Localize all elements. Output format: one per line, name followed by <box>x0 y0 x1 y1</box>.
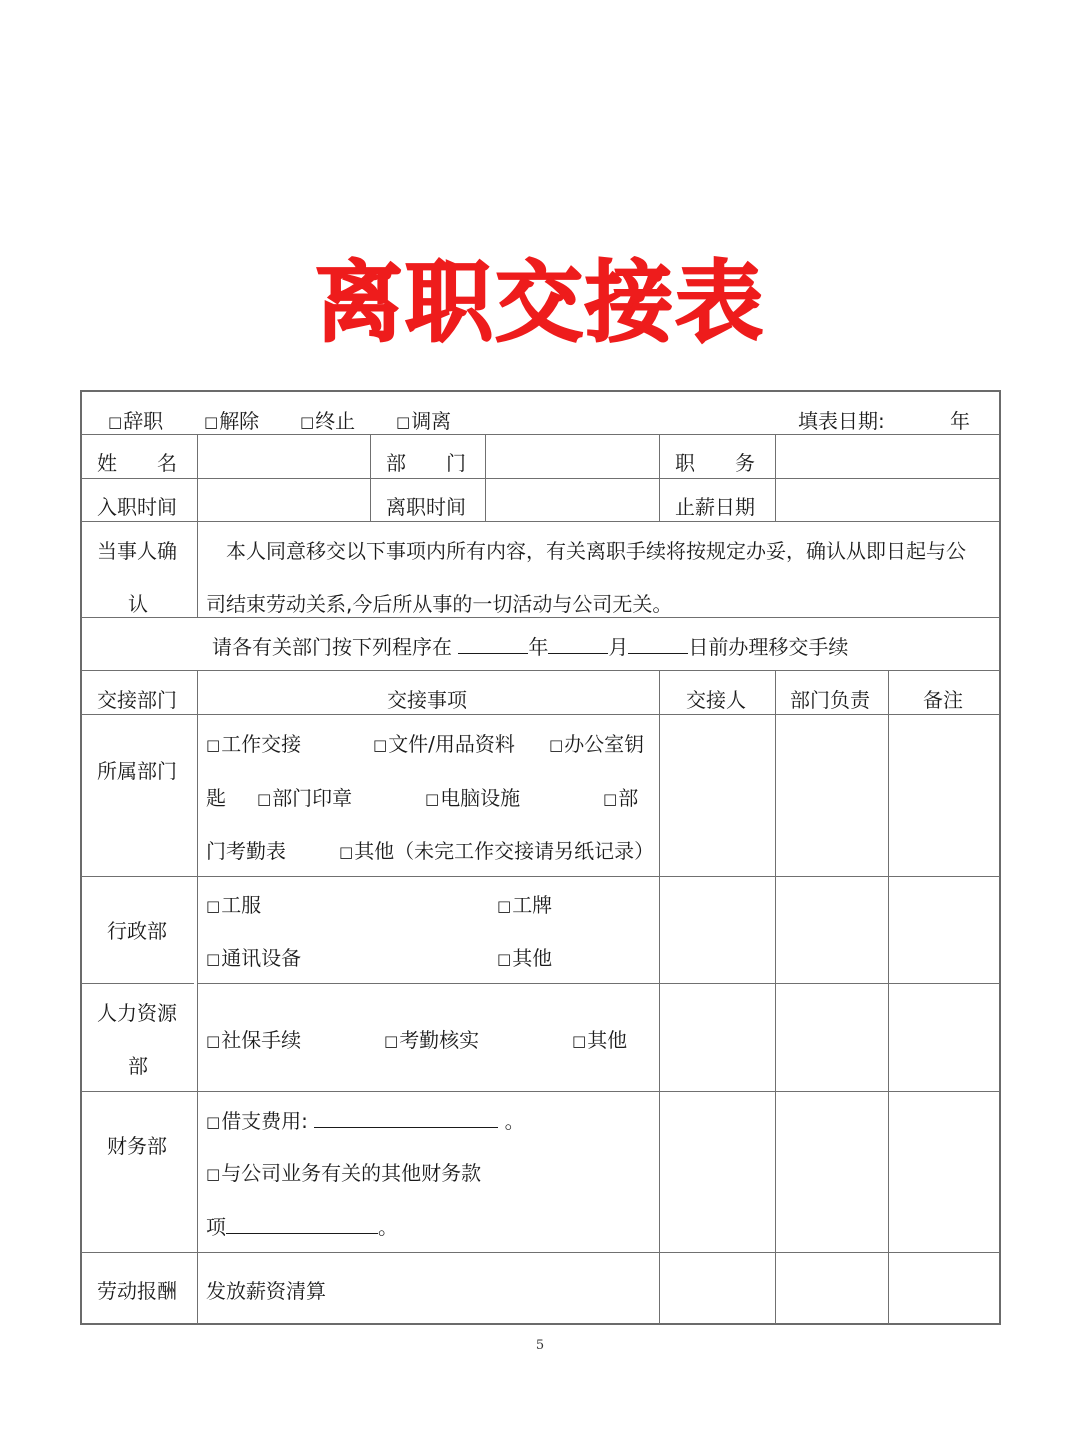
hr-item-other[interactable]: □其他 <box>572 1028 628 1052</box>
fill-date-label: 填表日期: <box>798 409 885 433</box>
confirm-label: 当事人确 <box>97 539 177 563</box>
own-item-attendance-cont: 门考勤表 <box>206 839 286 863</box>
col-header-remarks: 备注 <box>923 688 963 712</box>
own-item-attendance[interactable]: □部 <box>603 786 639 810</box>
col-divider <box>659 671 660 1324</box>
confirm-text: 本人同意移交以下事项内所有内容，有关离职手续将按规定办妥，确认从即日起与公 <box>226 539 966 563</box>
finance-item-advance[interactable]: □借支费用: 。 <box>206 1109 525 1133</box>
finance-item-other-payments-cont: 项 。 <box>206 1215 398 1239</box>
own-item-office-keys[interactable]: □办公室钥 <box>549 732 645 756</box>
own-item-documents[interactable]: □文件/用品资料 <box>373 732 515 756</box>
leave-date-label: 离职时间 <box>386 495 466 519</box>
type-option-resign[interactable]: □辞职 <box>108 409 164 433</box>
col-divider <box>659 435 660 521</box>
own-item-work-handover[interactable]: □工作交接 <box>206 732 302 756</box>
department-label: 部 门 <box>386 451 466 475</box>
col-divider <box>197 671 198 1324</box>
advance-amount-blank[interactable] <box>314 1107 498 1128</box>
name-label: 姓 名 <box>97 451 177 475</box>
row-divider <box>81 714 1000 715</box>
row-divider <box>197 983 1000 984</box>
own-item-office-keys-cont: 匙 <box>206 786 226 810</box>
row-divider <box>81 478 1000 479</box>
dept-labor-label: 劳动报酬 <box>97 1279 177 1303</box>
col-header-department: 交接部门 <box>97 688 177 712</box>
col-divider <box>775 435 776 521</box>
deadline-notice: 请各有关部门按下列程序在 年 月 日前办理移交手续 <box>212 635 849 659</box>
admin-item-comm-device[interactable]: □通讯设备 <box>206 946 302 970</box>
type-option-terminate[interactable]: □终止 <box>300 409 356 433</box>
admin-item-badge[interactable]: □工牌 <box>497 893 553 917</box>
col-header-items: 交接事项 <box>387 688 467 712</box>
col-header-dept-head: 部门负责 <box>790 688 870 712</box>
confirm-text-cont: 司结束劳动关系,今后所从事的一切活动与公司无关。 <box>206 592 673 616</box>
type-option-dismiss[interactable]: □解除 <box>204 409 260 433</box>
other-payments-blank[interactable] <box>226 1213 378 1234</box>
dept-admin-label: 行政部 <box>107 919 167 943</box>
own-item-other[interactable]: □其他（未完工作交接请另纸记录） <box>339 839 655 863</box>
pay-stop-date-label: 止薪日期 <box>675 495 755 519</box>
row-divider <box>81 670 1000 671</box>
row-divider <box>81 1091 1000 1092</box>
col-divider <box>888 671 889 1324</box>
col-header-handover-person: 交接人 <box>686 688 746 712</box>
col-divider <box>370 435 371 521</box>
dept-own-label: 所属部门 <box>97 759 177 783</box>
hire-date-label: 入职时间 <box>97 495 177 519</box>
type-option-transfer[interactable]: □调离 <box>396 409 452 433</box>
row-divider <box>81 617 1000 618</box>
dept-finance-label: 财务部 <box>107 1134 167 1158</box>
hr-item-attendance-check[interactable]: □考勤核实 <box>384 1028 480 1052</box>
row-divider <box>81 983 194 984</box>
form-title: 离职交接表 <box>314 251 765 354</box>
admin-item-uniform[interactable]: □工服 <box>206 893 262 917</box>
deadline-month-blank[interactable] <box>548 633 608 654</box>
position-label: 职 务 <box>675 451 755 475</box>
hr-item-social-security[interactable]: □社保手续 <box>206 1028 302 1052</box>
col-divider <box>485 435 486 521</box>
row-divider <box>81 521 1000 522</box>
page-number: 5 <box>535 1338 545 1353</box>
confirm-label-cont: 认 <box>128 592 148 616</box>
col-divider <box>775 671 776 1324</box>
admin-item-other[interactable]: □其他 <box>497 946 553 970</box>
labor-item-salary: 发放薪资清算 <box>206 1279 326 1303</box>
deadline-year-blank[interactable] <box>458 633 528 654</box>
own-item-computer[interactable]: □电脑设施 <box>425 786 521 810</box>
col-divider <box>197 435 198 521</box>
dept-hr-label: 人力资源 <box>97 1001 177 1025</box>
fill-date-year-label: 年 <box>950 409 970 433</box>
row-divider <box>81 1252 1000 1253</box>
col-divider <box>197 522 198 617</box>
dept-hr-label-cont: 部 <box>128 1054 148 1078</box>
own-item-dept-seal[interactable]: □部门印章 <box>257 786 353 810</box>
row-divider <box>81 876 1000 877</box>
finance-item-other-payments[interactable]: □与公司业务有关的其他财务款 <box>206 1161 482 1185</box>
deadline-day-blank[interactable] <box>628 633 688 654</box>
